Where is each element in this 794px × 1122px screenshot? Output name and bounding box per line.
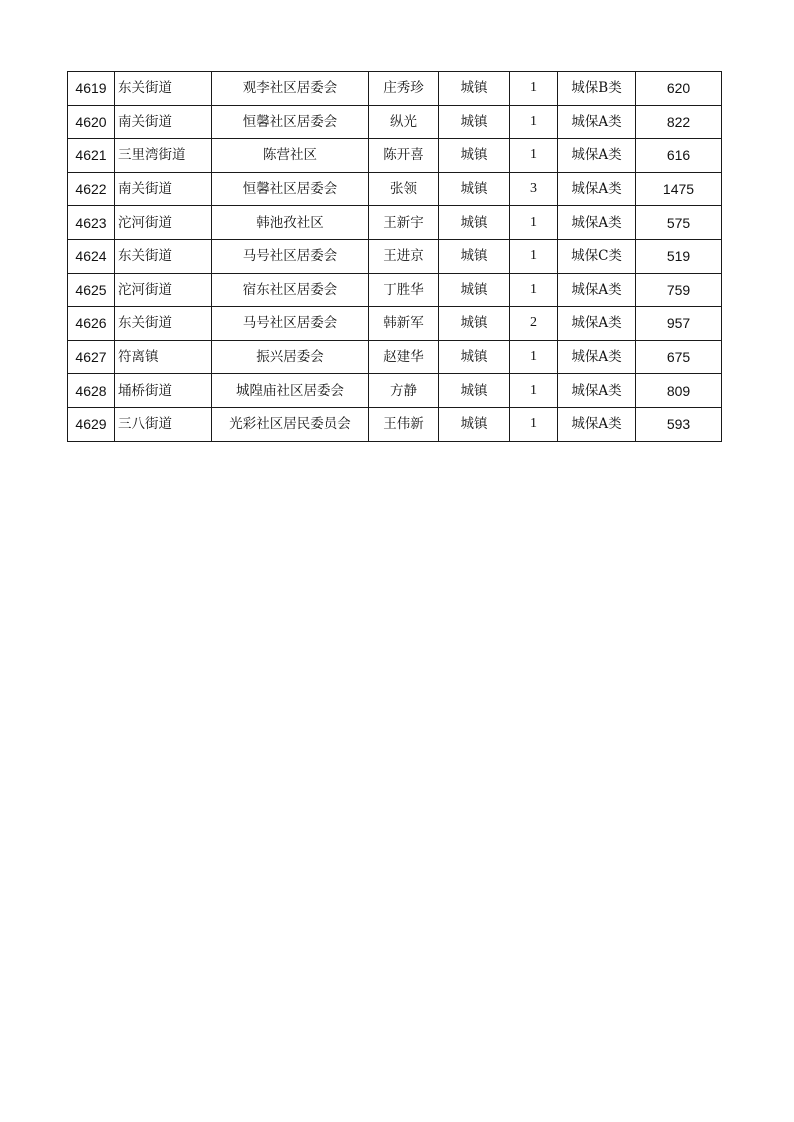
- cell-amount: 809: [636, 374, 722, 408]
- cell-type: 城镇: [439, 307, 510, 341]
- cell-count: 1: [510, 340, 558, 374]
- cell-category: 城保A类: [558, 273, 636, 307]
- cell-street: 沱河街道: [115, 206, 212, 240]
- cell-id: 4626: [68, 307, 115, 341]
- cell-name: 王进京: [369, 239, 439, 273]
- cell-count: 2: [510, 307, 558, 341]
- cell-community: 马号社区居委会: [212, 239, 369, 273]
- cell-type: 城镇: [439, 407, 510, 441]
- cell-street: 南关街道: [115, 172, 212, 206]
- cell-count: 3: [510, 172, 558, 206]
- cell-street: 东关街道: [115, 239, 212, 273]
- cell-name: 赵建华: [369, 340, 439, 374]
- cell-street: 埇桥街道: [115, 374, 212, 408]
- cell-name: 纵光: [369, 105, 439, 139]
- cell-community: 韩池孜社区: [212, 206, 369, 240]
- table-row: [68, 139, 722, 173]
- cell-type: 城镇: [439, 239, 510, 273]
- cell-id: 4625: [68, 273, 115, 307]
- cell-count: 1: [510, 72, 558, 106]
- cell-id: 4623: [68, 206, 115, 240]
- table-row: [68, 172, 722, 206]
- cell-category: 城保C类: [558, 239, 636, 273]
- cell-id: 4621: [68, 139, 115, 173]
- cell-type: 城镇: [439, 172, 510, 206]
- cell-count: 1: [510, 105, 558, 139]
- cell-amount: 675: [636, 340, 722, 374]
- cell-id: 4620: [68, 105, 115, 139]
- cell-type: 城镇: [439, 72, 510, 106]
- cell-category: 城保A类: [558, 340, 636, 374]
- table-row: [68, 407, 722, 441]
- table-row: [68, 307, 722, 341]
- cell-category: 城保B类: [558, 72, 636, 106]
- cell-community: 振兴居委会: [212, 340, 369, 374]
- cell-id: 4629: [68, 407, 115, 441]
- cell-count: 1: [510, 206, 558, 240]
- cell-category: 城保A类: [558, 105, 636, 139]
- cell-community: 城隍庙社区居委会: [212, 374, 369, 408]
- cell-type: 城镇: [439, 206, 510, 240]
- cell-amount: 575: [636, 206, 722, 240]
- cell-name: 丁胜华: [369, 273, 439, 307]
- cell-amount: 616: [636, 139, 722, 173]
- cell-category: 城保A类: [558, 206, 636, 240]
- cell-street: 符离镇: [115, 340, 212, 374]
- cell-name: 张领: [369, 172, 439, 206]
- cell-count: 1: [510, 139, 558, 173]
- cell-amount: 822: [636, 105, 722, 139]
- cell-amount: 759: [636, 273, 722, 307]
- cell-community: 马号社区居委会: [212, 307, 369, 341]
- cell-amount: 1475: [636, 172, 722, 206]
- cell-category: 城保A类: [558, 172, 636, 206]
- cell-id: 4624: [68, 239, 115, 273]
- table-row: [68, 340, 722, 374]
- cell-name: 王伟新: [369, 407, 439, 441]
- cell-street: 沱河街道: [115, 273, 212, 307]
- cell-id: 4619: [68, 72, 115, 106]
- cell-category: 城保A类: [558, 139, 636, 173]
- cell-amount: 620: [636, 72, 722, 106]
- cell-id: 4622: [68, 172, 115, 206]
- cell-count: 1: [510, 407, 558, 441]
- cell-street: 东关街道: [115, 72, 212, 106]
- cell-name: 王新宇: [369, 206, 439, 240]
- cell-name: 庄秀珍: [369, 72, 439, 106]
- cell-name: 方静: [369, 374, 439, 408]
- cell-community: 陈营社区: [212, 139, 369, 173]
- cell-amount: 519: [636, 239, 722, 273]
- cell-id: 4627: [68, 340, 115, 374]
- cell-street: 三八街道: [115, 407, 212, 441]
- cell-category: 城保A类: [558, 407, 636, 441]
- cell-id: 4628: [68, 374, 115, 408]
- cell-name: 陈开喜: [369, 139, 439, 173]
- cell-community: 光彩社区居民委员会: [212, 407, 369, 441]
- table-row: [68, 206, 722, 240]
- cell-type: 城镇: [439, 340, 510, 374]
- cell-community: 宿东社区居委会: [212, 273, 369, 307]
- cell-count: 1: [510, 239, 558, 273]
- table-body: [68, 72, 722, 442]
- cell-type: 城镇: [439, 105, 510, 139]
- cell-community: 观李社区居委会: [212, 72, 369, 106]
- table-row: [68, 239, 722, 273]
- table-row: [68, 105, 722, 139]
- cell-type: 城镇: [439, 374, 510, 408]
- cell-count: 1: [510, 374, 558, 408]
- cell-street: 南关街道: [115, 105, 212, 139]
- cell-name: 韩新军: [369, 307, 439, 341]
- table-row: [68, 273, 722, 307]
- beneficiary-table: [67, 71, 722, 442]
- cell-community: 恒馨社区居委会: [212, 172, 369, 206]
- table-row: [68, 72, 722, 106]
- cell-category: 城保A类: [558, 307, 636, 341]
- cell-community: 恒馨社区居委会: [212, 105, 369, 139]
- table-row: [68, 374, 722, 408]
- cell-type: 城镇: [439, 139, 510, 173]
- cell-street: 三里湾街道: [115, 139, 212, 173]
- cell-amount: 593: [636, 407, 722, 441]
- cell-street: 东关街道: [115, 307, 212, 341]
- cell-amount: 957: [636, 307, 722, 341]
- cell-category: 城保A类: [558, 374, 636, 408]
- cell-type: 城镇: [439, 273, 510, 307]
- cell-count: 1: [510, 273, 558, 307]
